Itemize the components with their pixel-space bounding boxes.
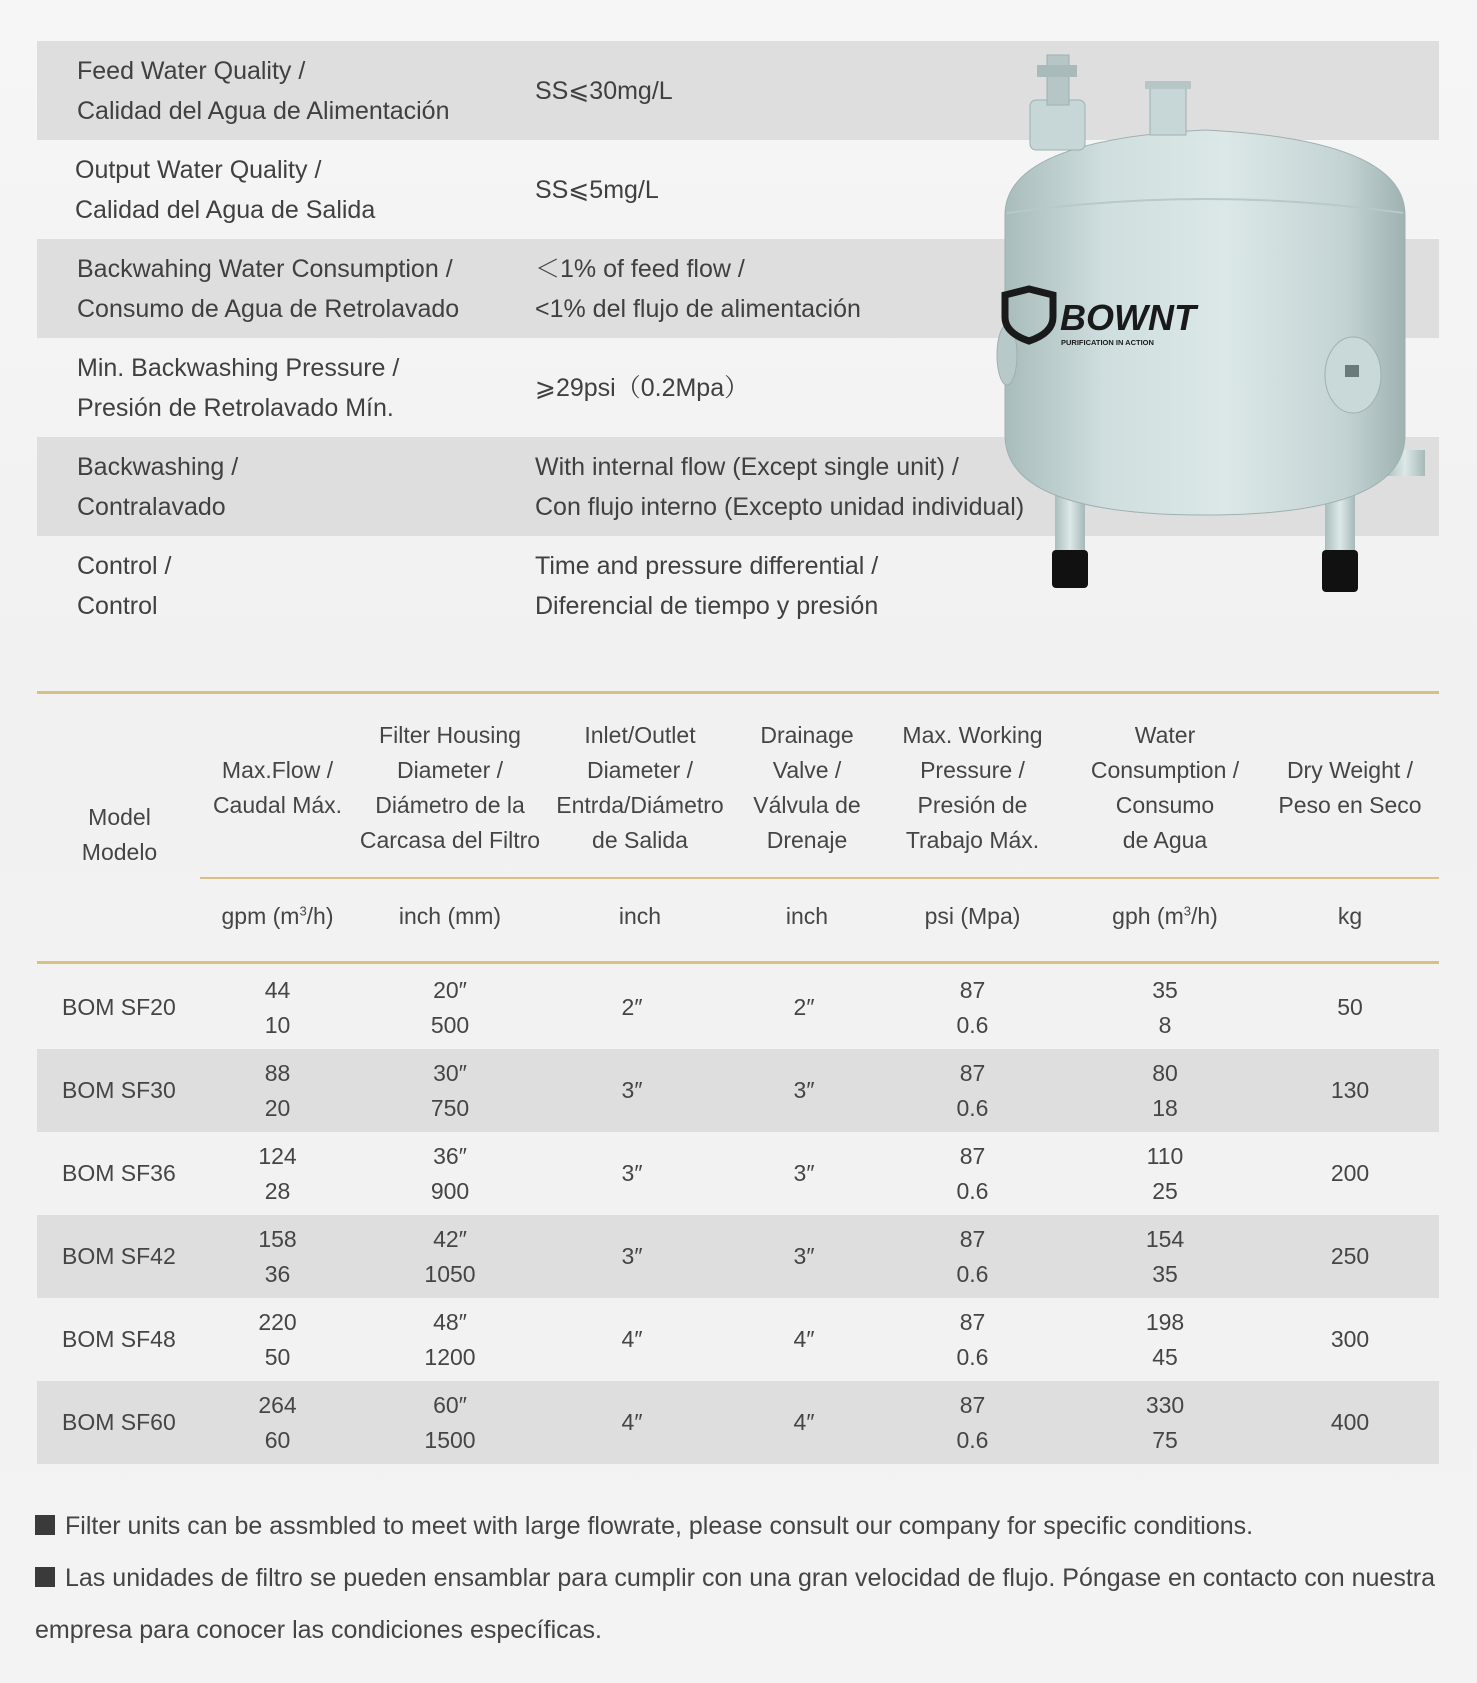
housing-cell: 48″ 1200 <box>424 1308 476 1370</box>
weight-cell: 130 <box>1330 1077 1370 1103</box>
table-row <box>37 966 1439 1049</box>
unit-housing: inch (mm) <box>398 903 502 929</box>
flow-cell: 264 60 <box>258 1391 297 1453</box>
water-cell: 35 8 <box>1152 976 1178 1038</box>
unit-inlet: inch <box>618 903 662 929</box>
pressure-cell: 87 0.6 <box>956 1225 989 1287</box>
drain-cell: 2″ <box>793 994 815 1020</box>
header-model: Model Modelo <box>81 804 158 865</box>
drain-cell: 3″ <box>793 1160 815 1186</box>
model-table <box>37 966 1439 1464</box>
housing-cell: 60″ 1500 <box>424 1391 476 1453</box>
table-row <box>37 1381 1439 1464</box>
divider <box>37 691 1439 694</box>
housing-cell: 42″ 1050 <box>424 1225 476 1287</box>
header-housing-diameter: Filter Housing Diameter / Diámetro de la Carcasa del Filtro <box>359 722 541 853</box>
weight-cell: 200 <box>1330 1160 1370 1186</box>
model-cell: BOM SF48 <box>62 1326 176 1352</box>
pressure-cell: 87 0.6 <box>956 976 989 1038</box>
header-max-flow: Max.Flow / Caudal Máx. <box>212 757 343 818</box>
water-cell: 80 18 <box>1152 1059 1178 1121</box>
unit-drain: inch <box>785 903 829 929</box>
water-cell: 110 25 <box>1146 1142 1184 1204</box>
drain-cell: 4″ <box>793 1326 815 1352</box>
svg-text:PURIFICATION IN ACTION: PURIFICATION IN ACTION <box>1061 338 1154 347</box>
header-dry-weight: Dry Weight / Peso en Seco <box>1278 757 1422 818</box>
flow-cell: 220 50 <box>258 1308 297 1370</box>
model-cell: BOM SF42 <box>62 1243 176 1269</box>
divider <box>200 877 1439 879</box>
flow-cell: 44 10 <box>264 976 291 1038</box>
bullet-square-icon <box>35 1515 55 1535</box>
spec-label: Min. Backwashing Pressure / Presión de Retrolavado Mín. <box>77 353 400 422</box>
header-drainage-valve: Drainage Valve / Válvula de Drenaje <box>753 722 861 853</box>
pressure-cell: 87 0.6 <box>956 1142 989 1204</box>
model-cell: BOM SF36 <box>62 1160 176 1186</box>
table-row <box>37 1049 1439 1132</box>
spec-value: SS⩽30mg/L <box>535 76 673 105</box>
flow-cell: 158 36 <box>258 1225 297 1287</box>
inlet-cell: 3″ <box>621 1077 643 1103</box>
spec-label: Output Water Quality / Calidad del Agua de Salida <box>75 155 376 224</box>
spec-value: ＜1% of feed flow / <1% del flujo de alimentación <box>535 254 861 323</box>
unit-weight: kg <box>1337 903 1363 929</box>
spec-label: Backwashing / Contralavado <box>77 452 239 521</box>
spec-value: SS⩽5mg/L <box>535 175 659 204</box>
svg-text:BOWNT: BOWNT <box>1060 297 1196 338</box>
housing-cell: 30″ 750 <box>430 1059 470 1121</box>
spec-label: Control / Control <box>77 551 172 620</box>
pressure-cell: 87 0.6 <box>956 1391 989 1453</box>
inlet-cell: 4″ <box>621 1409 643 1435</box>
drain-cell: 4″ <box>793 1409 815 1435</box>
model-cell: BOM SF30 <box>62 1077 176 1103</box>
table-row <box>37 1132 1439 1215</box>
divider <box>37 961 1439 964</box>
water-cell: 198 45 <box>1145 1308 1185 1370</box>
inlet-cell: 4″ <box>621 1326 643 1352</box>
weight-cell: 50 <box>1337 994 1363 1020</box>
spec-label: Backwahing Water Consumption / Consumo de Agua de Retrolavado <box>77 254 460 323</box>
drain-cell: 3″ <box>793 1243 815 1269</box>
drain-cell: 3″ <box>793 1077 815 1103</box>
weight-cell: 400 <box>1330 1409 1370 1435</box>
pressure-cell: 87 0.6 <box>956 1059 989 1121</box>
pressure-cell: 87 0.6 <box>956 1308 989 1370</box>
unit-pressure: psi (Mpa) <box>924 903 1021 929</box>
flow-cell: 124 28 <box>258 1142 297 1204</box>
model-cell: BOM SF20 <box>62 994 176 1020</box>
spec-label: Feed Water Quality / Calidad del Agua de Alimentación <box>77 56 450 125</box>
header-water-consumption: Water Consumption / Consumo de Agua <box>1090 722 1240 853</box>
notes <box>35 1500 1435 1656</box>
filter-tank-image <box>985 45 1425 605</box>
header-inlet-outlet: Inlet/Outlet Diameter / Entrda/Diámetro de Salida <box>556 722 724 853</box>
weight-cell: 250 <box>1330 1243 1370 1269</box>
spec-value: With internal flow (Except single unit) / Con flujo interno (Excepto unidad individual) <box>535 452 1025 521</box>
bullet-square-icon <box>35 1567 55 1587</box>
spec-value: Time and pressure differential / Diferencial de tiempo y presión <box>535 551 879 620</box>
inlet-cell: 3″ <box>621 1160 643 1186</box>
water-cell: 330 75 <box>1145 1391 1185 1453</box>
inlet-cell: 2″ <box>621 994 643 1020</box>
housing-cell: 20″ 500 <box>430 976 470 1038</box>
water-cell: 154 35 <box>1145 1225 1185 1287</box>
header-working-pressure: Max. Working Pressure / Presión de Trabajo Máx. <box>902 722 1043 853</box>
unit-water: gph $(m^3/h)$ <box>1112 903 1218 929</box>
unit-flow: gpm $(m^3/h)$ <box>221 903 334 929</box>
flow-cell: 88 20 <box>264 1059 291 1121</box>
weight-cell: 300 <box>1330 1326 1370 1352</box>
table-row <box>37 1298 1439 1381</box>
table-row <box>37 1215 1439 1298</box>
note-spanish: Las unidades de filtro se pueden ensamblar para cumplir con una gran velocidad de flujo. Póngase en contacto con nuestra empresa para conocer las condiciones específicas. <box>35 1564 1435 1644</box>
model-cell: BOM SF60 <box>62 1409 176 1435</box>
note-english: Filter units can be assmbled to meet with large flowrate, please consult our company for specific conditions. <box>35 1500 1435 1552</box>
housing-cell: 36″ 900 <box>430 1142 470 1204</box>
inlet-cell: 3″ <box>621 1243 643 1269</box>
spec-value: ⩾29psi（0.2Mpa） <box>535 373 750 402</box>
